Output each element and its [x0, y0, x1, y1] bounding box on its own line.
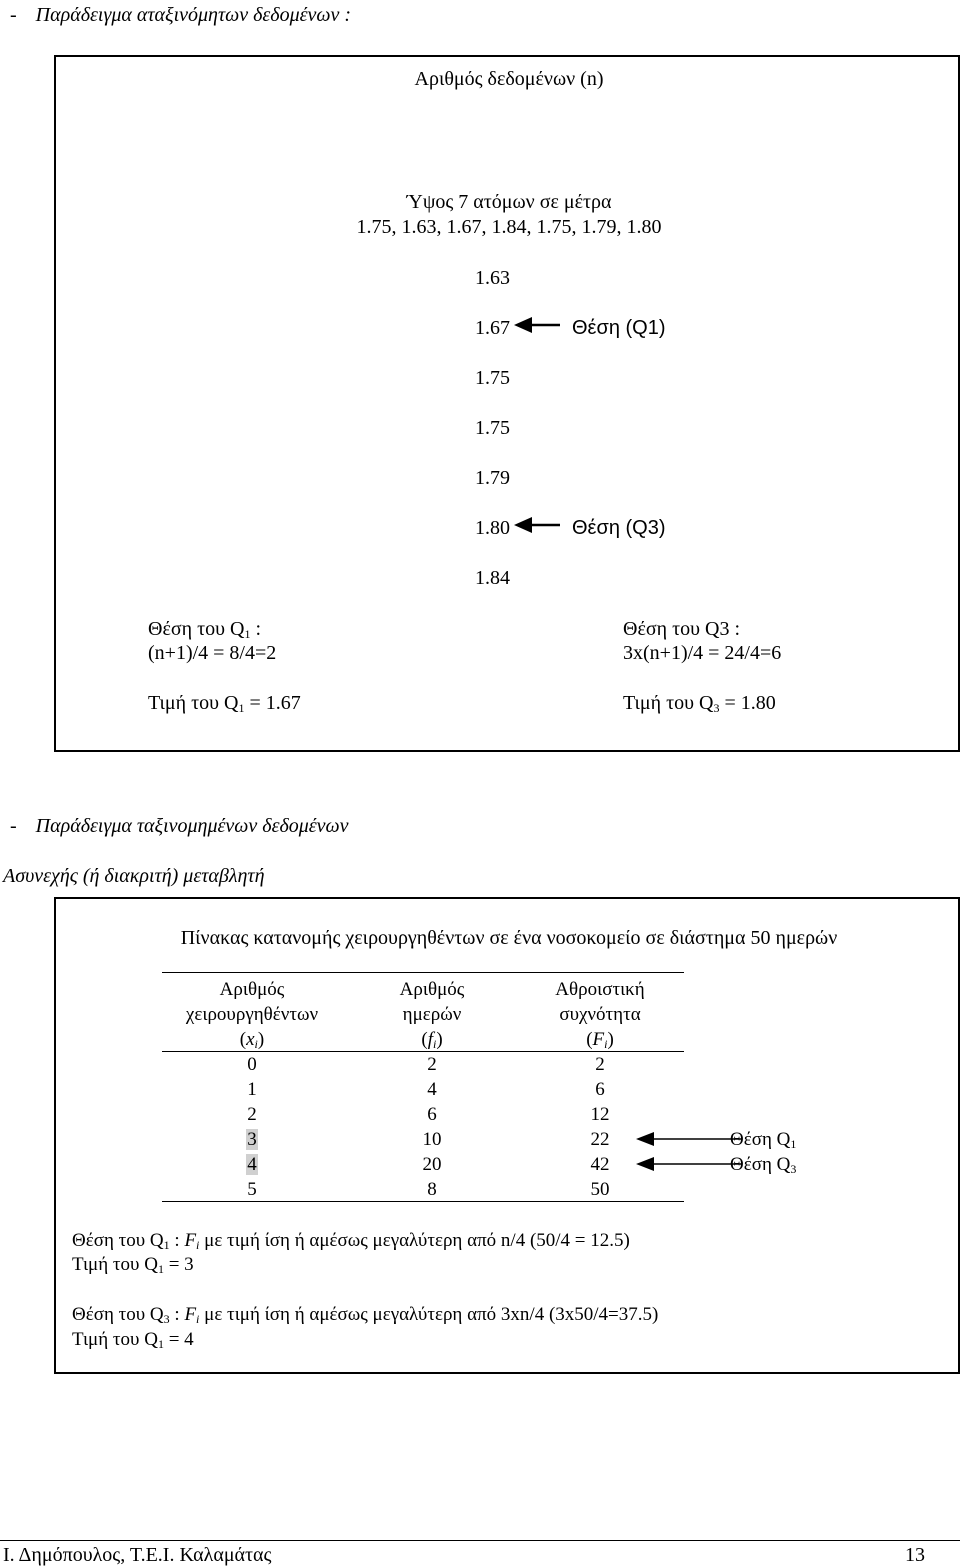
dash: -: [10, 815, 17, 837]
data-values: 1.75, 1.63, 1.67, 1.84, 1.75, 1.79, 1.80: [356, 216, 662, 238]
table-column-F: 2 6 12 22 42 50: [590, 1054, 610, 1200]
q1-value: Τιμή του $Q_1 = 1.67$: [148, 692, 301, 715]
q1-value-note: Τιμή του $Q_1 = 3$: [72, 1254, 194, 1276]
section2-title: Παράδειγμα ταξινομημένων δεδομένων: [35, 815, 349, 837]
q1-position-note: Θέση του $Q_1$ : $F_i$ με τιμή ίση ή αμέσως μεγαλύτερη από n/4 (50/4 = 12.5): [72, 1230, 630, 1252]
page-number: 13: [905, 1544, 925, 1566]
arrow-left-icon: [514, 515, 560, 535]
arrow-left-icon: [636, 1129, 742, 1149]
sorted-value: 1.80: [475, 517, 510, 539]
q1-position-text: Θέση του $Q_1$ :: [148, 618, 262, 641]
q3-position-label: Θέση (Q3): [572, 517, 666, 539]
table-column-x: 0 1 2 3 4 5: [247, 1054, 257, 1200]
table-column-f: 2 4 6 10 20 8: [422, 1054, 442, 1200]
section1-title: Παράδειγμα αταξινόμητων δεδομένων :: [35, 4, 352, 26]
q3-value-note: Τιμή του $Q_1 = 4$: [72, 1329, 194, 1351]
sorted-value: 1.63: [475, 267, 510, 289]
footer-rule: [0, 1540, 960, 1541]
table-bottom-rule: [162, 1201, 684, 1202]
unsorted-example-box: [54, 55, 960, 752]
q3-position-note: Θέση του $Q_3$ : $F_i$ με τιμή ίση ή αμέσως μεγαλύτερη από 3xn/4 (3x50/4=37.5): [72, 1304, 659, 1326]
data-count-heading: Αριθμός δεδομένων (n): [414, 68, 604, 90]
sorted-value: 1.67: [475, 317, 510, 339]
dash: -: [10, 4, 17, 26]
column-header-F: Αθροιστική συχνότητα $(F_i)$: [555, 979, 645, 1051]
q3-position-text: Θέση του Q3 :: [623, 618, 741, 640]
data-title: Ύψος 7 ατόμων σε μέτρα: [406, 191, 612, 213]
q3-marker-label: Θέση $Q_3$: [730, 1154, 797, 1176]
q1-position-formula: (n+1)/4 = 8/4=2: [148, 642, 277, 664]
sorted-example-box: [54, 897, 960, 1374]
sorted-value: 1.75: [475, 417, 510, 439]
q3-value: Τιμή του $Q_3 = 1.80$: [623, 692, 776, 715]
section2-subtitle: Ασυνεχής (ή διακριτή) μεταβλητή: [3, 865, 265, 887]
footer-author: Ι. Δημόπουλος, Τ.Ε.Ι. Καλαμάτας: [3, 1544, 272, 1566]
q3-position-formula: 3x(n+1)/4 = 24/4=6: [623, 642, 782, 664]
arrow-left-icon: [636, 1154, 742, 1174]
arrow-left-icon: [514, 315, 560, 335]
q1-marker-label: Θέση $Q_1$: [730, 1129, 797, 1151]
table-title: Πίνακας κατανομής χειρουργηθέντων σε ένα νοσοκομείο σε διάστημα 50 ημερών: [180, 927, 838, 949]
column-header-f: Αριθμός ημερών $(f_i)$: [399, 979, 465, 1051]
section2-heading: [10, 815, 349, 838]
column-header-x: Αριθμός χειρουργηθέντων $(x_i)$: [185, 979, 319, 1051]
sorted-value: 1.75: [475, 367, 510, 389]
section1-heading: [10, 4, 351, 27]
table-top-rule: [162, 972, 684, 973]
sorted-value: 1.84: [475, 567, 510, 589]
q1-position-label: Θέση (Q1): [572, 317, 666, 339]
sorted-value: 1.79: [475, 467, 510, 489]
